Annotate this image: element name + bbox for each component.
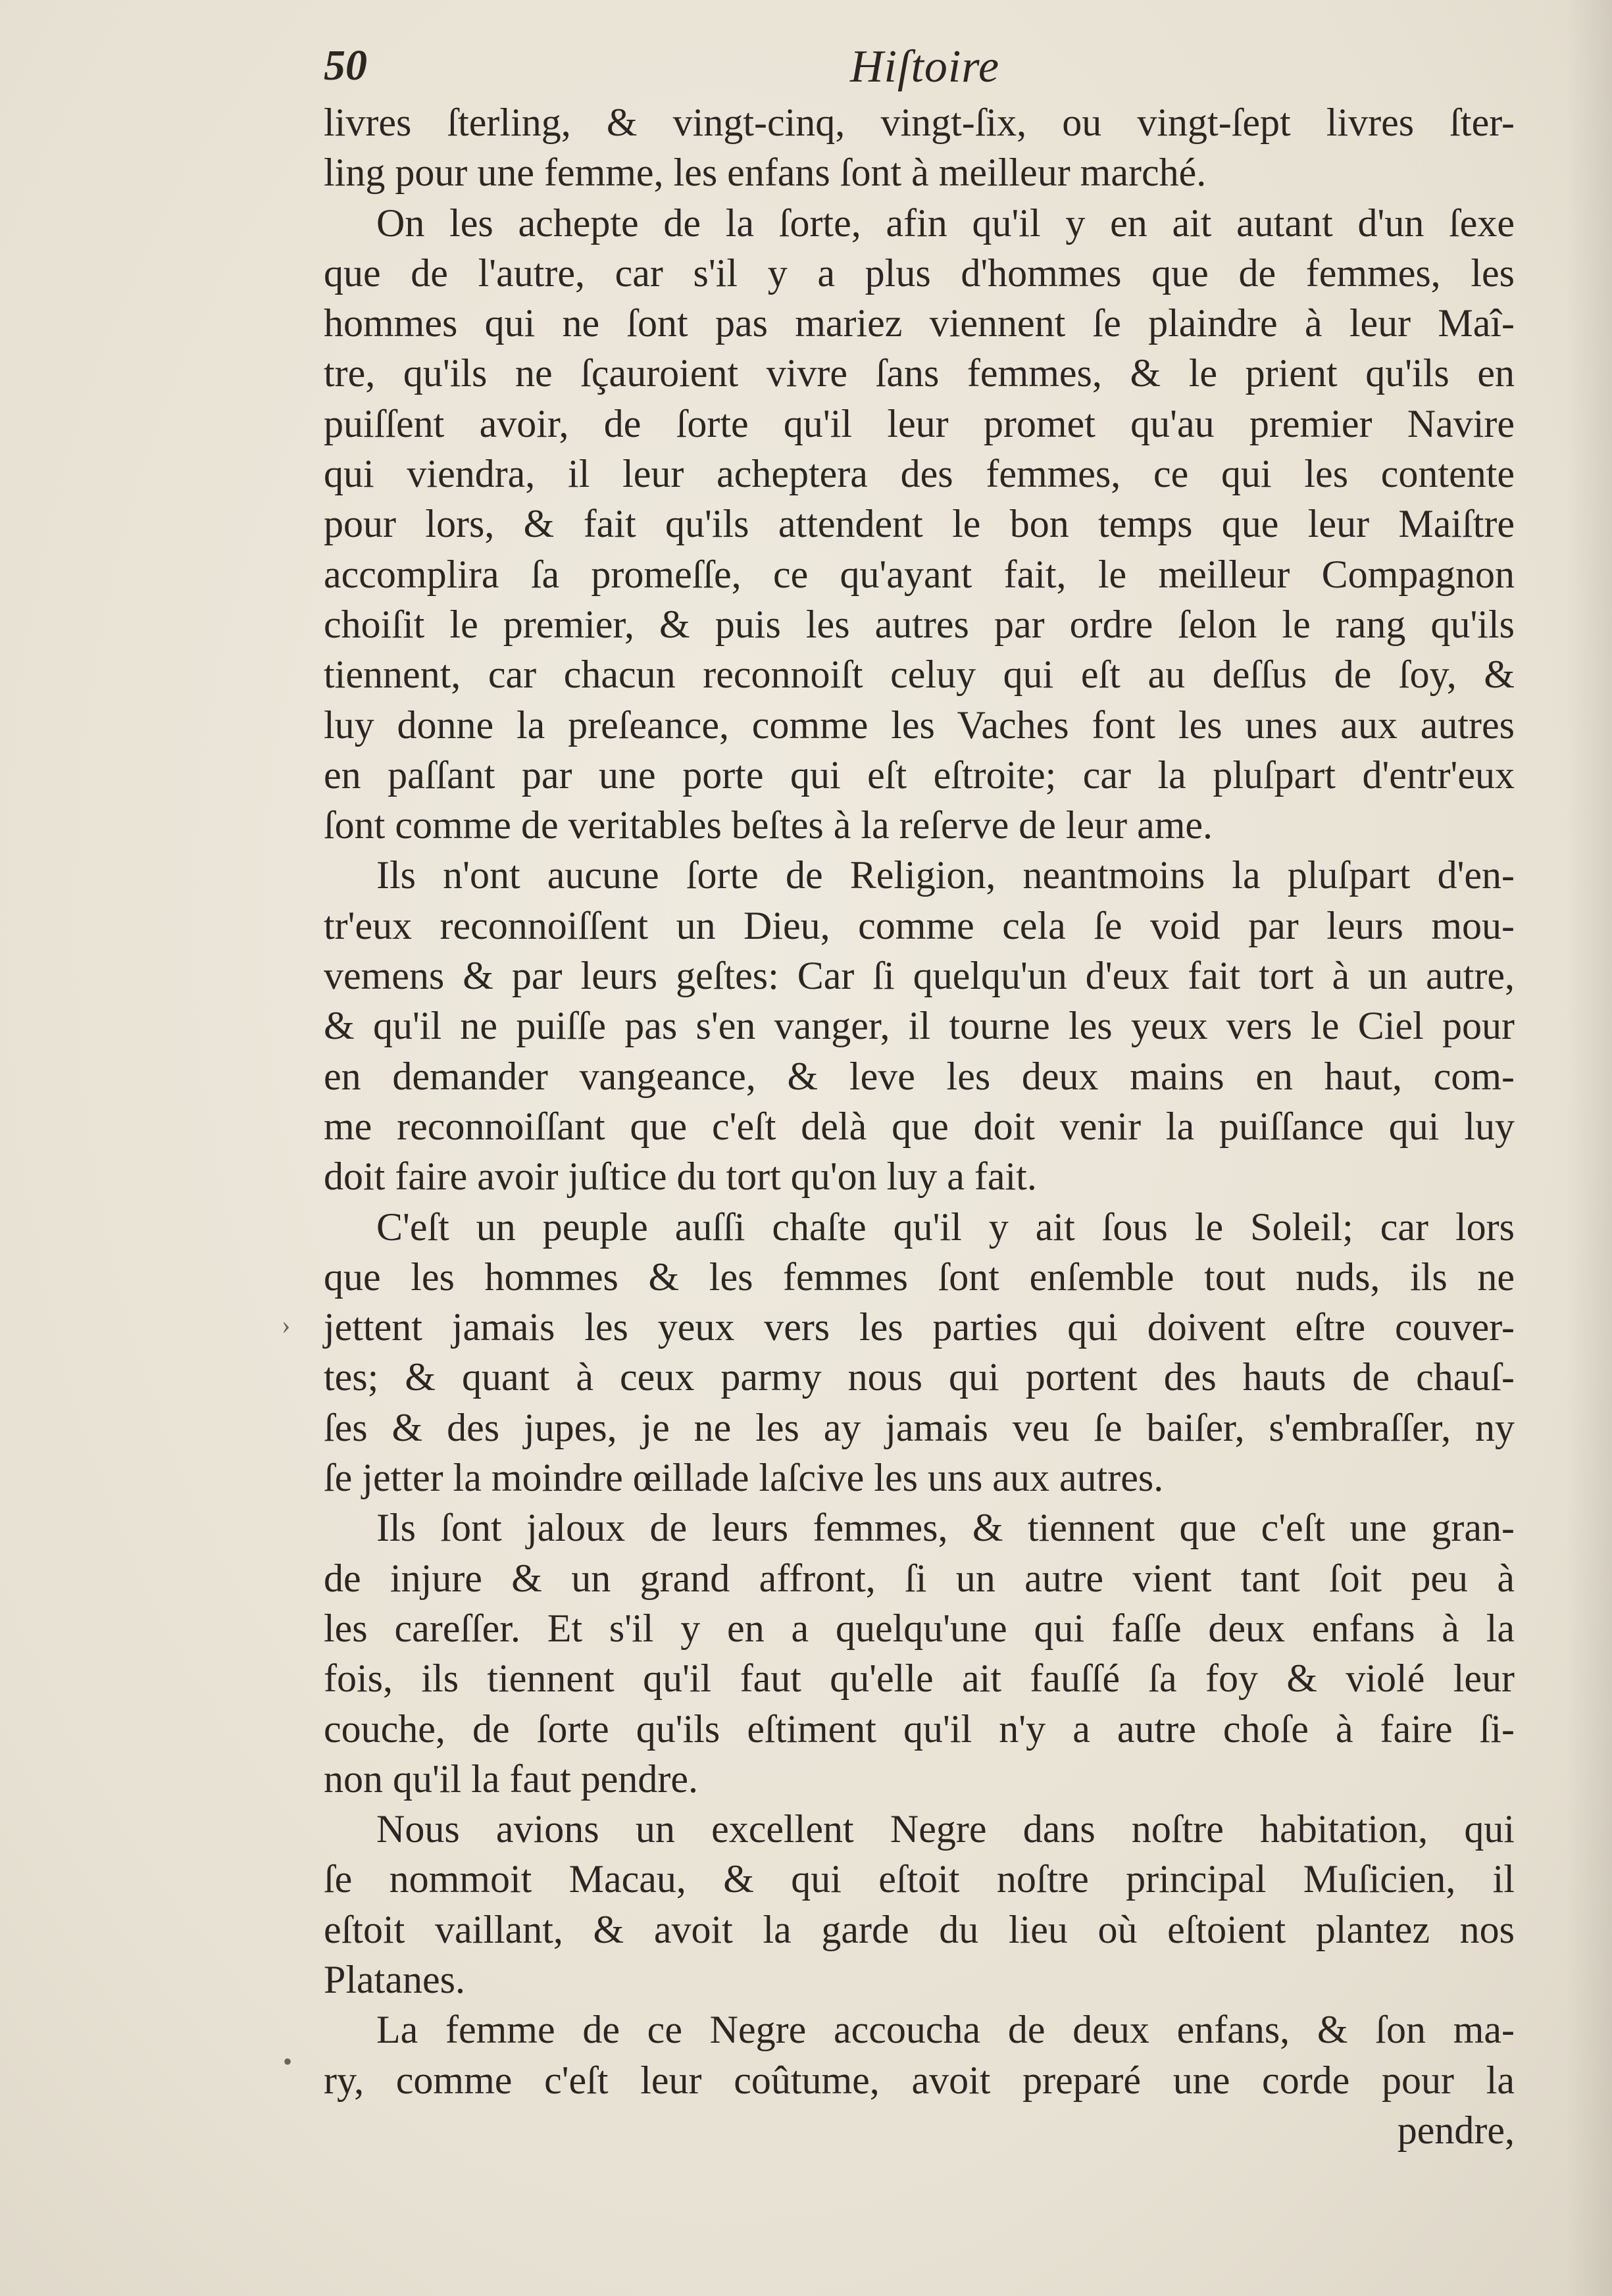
page-number: 50 bbox=[324, 41, 367, 89]
text-line: ling pour une femme, les enfans ſont à meilleur marché. bbox=[324, 151, 1207, 195]
text-line: Ils ſont jaloux de leurs femmes, & tiennent que c'eſt une gran- bbox=[376, 1506, 1515, 1550]
text-line: On les achepte de la ſorte, afin qu'il y en ait autant d'un ſexe bbox=[376, 201, 1515, 245]
text-line: pour lors, & fait qu'ils attendent le bon temps que leur Maiſtre bbox=[324, 502, 1515, 546]
text-line: ſes & des jupes, je ne les ay jamais veu ſe baiſer, s'embraſſer, ny bbox=[324, 1405, 1515, 1449]
text-line: tre, qu'ils ne ſçauroient vivre ſans femmes, & le prient qu'ils en bbox=[324, 351, 1515, 395]
text-line: ry, comme c'eſt leur coûtume, avoit preparé une corde pour la bbox=[324, 2058, 1515, 2102]
text-line: choiſit le premier, & puis les autres par ordre ſelon le rang qu'ils bbox=[324, 602, 1515, 646]
text-line: C'eſt un peuple auſſi chaſte qu'il y ait ſous le Soleil; car lors bbox=[376, 1205, 1515, 1249]
text-line: non qu'il la faut pendre. bbox=[324, 1757, 698, 1801]
page-gutter-shadow bbox=[1566, 0, 1612, 2296]
text-line: vemens & par leurs geſtes: Car ſi quelqu'un d'eux fait tort à un autre, bbox=[324, 954, 1515, 998]
body-text bbox=[324, 97, 1515, 2155]
text-line: luy donne la preſeance, comme les Vaches font les unes aux autres bbox=[324, 703, 1515, 747]
text-line: eſtoit vaillant, & avoit la garde du lieu où eſtoient plantez nos bbox=[324, 1907, 1515, 1951]
page-header bbox=[324, 41, 1521, 100]
text-line: La femme de ce Negre accoucha de deux enfans, & ſon ma- bbox=[376, 2008, 1515, 2052]
text-line: me reconnoiſſant que c'eſt delà que doit venir la puiſſance qui luy bbox=[324, 1104, 1515, 1148]
text-line: accomplira ſa promeſſe, ce qu'ayant fait, le meilleur Compagnon bbox=[324, 552, 1515, 596]
text-line: couche, de ſorte qu'ils eſtiment qu'il n'y a autre choſe à faire ſi- bbox=[324, 1707, 1515, 1751]
text-line: doit faire avoir juſtice du tort qu'on luy a fait. bbox=[324, 1155, 1037, 1199]
text-line: tr'eux reconnoiſſent un Dieu, comme cela ſe void par leurs mou- bbox=[324, 903, 1515, 947]
text-line: hommes qui ne ſont pas mariez viennent ſe plaindre à leur Maî- bbox=[324, 301, 1515, 345]
text-line: en demander vangeance, & leve les deux mains en haut, com- bbox=[324, 1054, 1515, 1098]
text-line: & qu'il ne puiſſe pas s'en vanger, il tourne les yeux vers le Ciel pour bbox=[324, 1004, 1515, 1048]
text-line: de injure & un grand affront, ſi un autre vient tant ſoit peu à bbox=[324, 1556, 1515, 1600]
text-line: livres ſterling, & vingt-cinq, vingt-ſix, ou vingt-ſept livres ſter- bbox=[324, 101, 1515, 144]
text-line: tiennent, car chacun reconnoiſt celuy qui eſt au deſſus de ſoy, & bbox=[324, 653, 1515, 697]
text-line: Nous avions un excellent Negre dans noſtre habitation, qui bbox=[376, 1807, 1515, 1851]
text-line: tes; & quant à ceux parmy nous qui portent des hauts de chauſ- bbox=[324, 1355, 1515, 1399]
text-line: qui viendra, il leur acheptera des femmes, ce qui les contente bbox=[324, 452, 1515, 496]
text-line: que les hommes & les femmes ſont enſemble tout nuds, ils ne bbox=[324, 1255, 1515, 1299]
margin-mark: • bbox=[283, 2047, 293, 2076]
text-line: les careſſer. Et s'il y en a quelqu'une qui faſſe deux enfans à la bbox=[324, 1606, 1515, 1650]
text-line: Platanes. bbox=[324, 1957, 465, 2001]
text-line: en paſſant par une porte qui eſt eſtroite; car la pluſpart d'entr'eux bbox=[324, 753, 1515, 797]
text-line: ſe nommoit Macau, & qui eſtoit noſtre principal Muſicien, il bbox=[324, 1857, 1515, 1901]
text-line: jettent jamais les yeux vers les parties qui doivent eſtre couver- bbox=[324, 1305, 1515, 1349]
margin-mark: › bbox=[282, 1310, 291, 1339]
text-line: ſe jetter la moindre œillade laſcive les uns aux autres. bbox=[324, 1456, 1164, 1500]
running-head: Hiſtoire bbox=[850, 41, 1000, 92]
text-line: ſont comme de veritables beſtes à la reſerve de leur ame. bbox=[324, 803, 1213, 847]
text-line: fois, ils tiennent qu'il faut qu'elle ait fauſſé ſa foy & violé leur bbox=[324, 1657, 1515, 1701]
text-line: puiſſent avoir, de ſorte qu'il leur promet qu'au premier Navire bbox=[324, 401, 1515, 445]
catchword: pendre, bbox=[1397, 2108, 1515, 2152]
text-line: Ils n'ont aucune ſorte de Religion, neantmoins la pluſpart d'en- bbox=[376, 853, 1515, 897]
text-line: que de l'autre, car s'il y a plus d'hommes que de femmes, les bbox=[324, 251, 1515, 295]
